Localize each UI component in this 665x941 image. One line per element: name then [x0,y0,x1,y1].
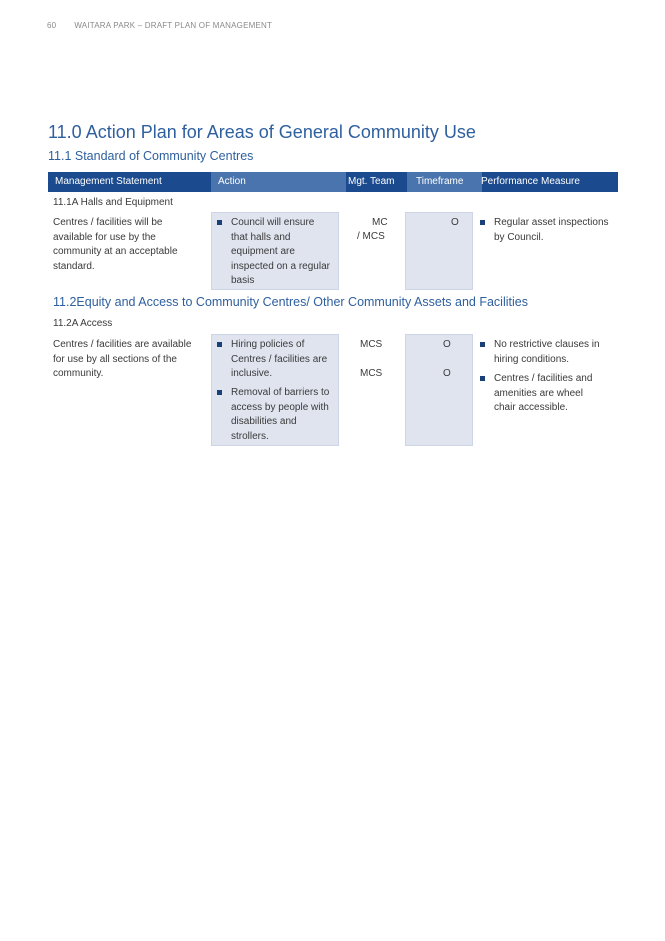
column-header-performance-measure: Performance Measure [481,176,580,187]
bullet-square-icon [480,342,485,347]
column-header-action: Action [211,172,346,192]
bullet-square-icon [480,220,485,225]
running-header [47,21,272,30]
measure-text: No restrictive clauses in hiring conditions. [494,339,600,365]
timeframe-value: O [443,339,451,350]
timeframe-cell-shade [405,334,473,446]
action-text: Council will ensure that halls and equipment are inspected on a regular basis [231,217,330,287]
action-text: Removal of barriers to access by people with disabilities and strollers. [231,387,330,442]
column-header-mgt-team: Mgt. Team [348,176,395,187]
bullet-square-icon [217,220,222,225]
column-header-management-statement: Management Statement [55,176,162,187]
management-statement: Centres / facilities will be available for use by the community at an acceptable standard. [53,217,178,272]
measure-text: Regular asset inspections by Council. [494,217,609,243]
subsection-heading-11-2: 11.2Equity and Access to Community Centres/ Other Community Assets and Facilities [53,295,528,309]
subheading-access: 11.2A Access [53,318,113,329]
action-text: Hiring policies of Centres / facilities are inclusive. [231,339,328,380]
section-heading: 11.0 Action Plan for Areas of General Community Use [48,122,476,142]
measure-text: Centres / facilities and amenities are wheel chair accessible. [494,373,593,414]
management-statement: Centres / facilities are available for use by all sections of the community. [53,339,192,380]
page-number: 60 [47,21,57,30]
timeframe-cell-shade [405,212,473,290]
timeframe-value: O [443,368,451,379]
subheading-halls-equipment: 11.1A Halls and Equipment [53,197,173,208]
bullet-square-icon [480,376,485,381]
mgt-team-value: MCS [360,368,383,379]
mgt-team-line-2: / MCS [357,231,385,242]
mgt-team-value: MCS [360,339,383,350]
timeframe-value: O [451,217,459,228]
mgt-team-line-1: MC [372,217,388,228]
table-header [48,172,618,192]
column-header-timeframe: Timeframe [407,172,482,192]
bullet-square-icon [217,342,222,347]
bullet-square-icon [217,390,222,395]
subsection-heading-11-1: 11.1 Standard of Community Centres [48,149,254,163]
document-title: WAITARA PARK – DRAFT PLAN OF MANAGEMENT [74,21,273,30]
